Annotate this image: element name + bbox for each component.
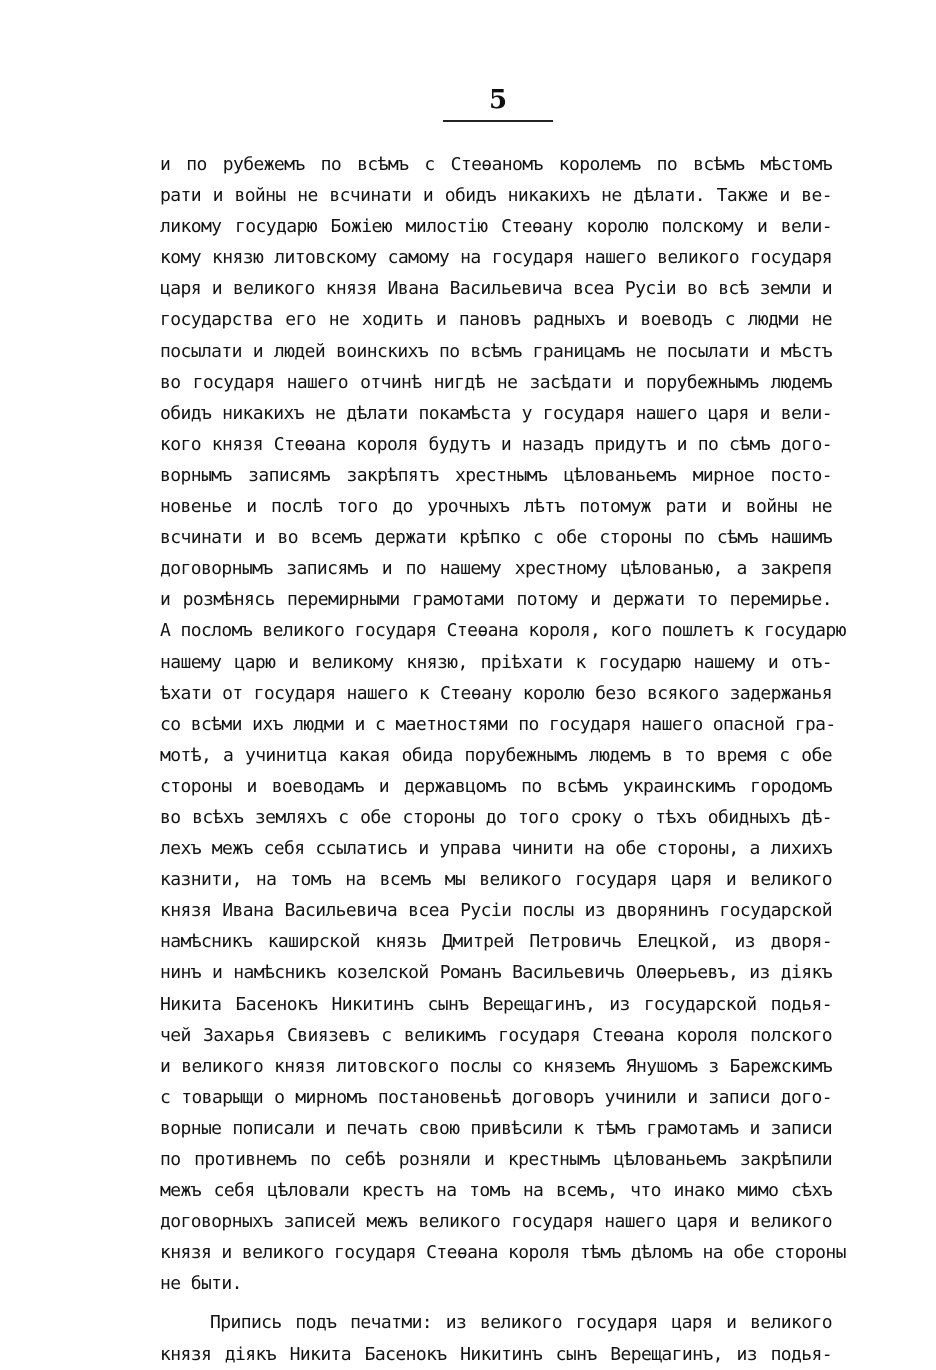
- text-line: кого князя Стеѳана короля будутъ и назадъ придутъ и по сѣмъ дого-: [160, 433, 832, 455]
- text-line: и по рубежемъ по всѣмъ с Стеѳаномъ королемъ по всѣмъ мѣстомъ: [160, 154, 832, 175]
- text-line: ворнымъ записямъ закрѣпятъ хрестнымъ цѣлованьемъ мирное посто-: [160, 464, 832, 486]
- text-line: ворные пописали и печать свою привѣсили к тѣмъ грамотамъ и записи: [160, 1117, 832, 1139]
- text-line: и розмѣнясь перемирными грамотами потому и держати то перемирье.: [160, 589, 832, 611]
- page-number: 5: [488, 85, 508, 115]
- text-line: со всѣми ихъ людми и с маетностями по государя нашего опасной гра-: [160, 713, 836, 735]
- text-line: казнити, на томъ на всемъ мы великого государя царя и великого: [160, 869, 832, 891]
- page-number-rule: [443, 120, 553, 122]
- text-line: по противнемъ по себѣ розняли и крестнымъ цѣлованьемъ закрѣпили: [160, 1149, 832, 1170]
- text-line: с товарыщи о мирномъ постановеньѣ договоръ учинили и записи дого-: [160, 1086, 832, 1108]
- text-line: мотѣ, а учинитца какая обида порубежнымъ людемъ в то время с обе: [160, 744, 832, 766]
- text-line: договорнымъ записямъ и по нашему хрестному цѣлованью, а закрепя: [160, 558, 832, 580]
- text-line: Припись подъ печатми: из великого государя царя и великого: [210, 1312, 832, 1334]
- text-line: рати и войны не всчинати и обидъ никакихъ не дѣлати. Также и ве-: [160, 185, 832, 207]
- text-line: ѣхати от государя нашего к Стеѳану королю безо всякого задержанья: [160, 682, 832, 704]
- text-line: не быти.: [160, 1273, 242, 1295]
- text-line: и великого князя литовского послы со княземъ Янушомъ з Барежскимъ: [160, 1055, 832, 1077]
- text-line: князя діякъ Никита Басенокъ Никитинъ сынъ Верещагинъ, из подья-: [160, 1343, 832, 1365]
- text-line: Никита Басенокъ Никитинъ сынъ Верещагинъ, из государской подья-: [160, 993, 832, 1015]
- text-line: межъ себя цѣловали крестъ на томъ на всемъ, что инако мимо сѣхъ: [160, 1180, 832, 1202]
- text-line: государства его не ходить и пановъ радныхъ и воеводъ с людми не: [160, 309, 832, 331]
- text-line: царя и великого князя Ивана Васильевича всеа Русіи во всѣ земли и: [160, 278, 832, 300]
- text-line: всчинати и во всемъ держати крѣпко с обе стороны по сѣмъ нашимъ: [160, 527, 832, 549]
- text-line: обидъ никакихъ не дѣлати покамѣста у государя нашего царя и вели-: [160, 402, 832, 424]
- body-text: [160, 149, 846, 1370]
- text-line: во всѣхъ земляхъ с обе стороны до того сроку о тѣхъ обидныхъ дѣ-: [160, 806, 832, 828]
- text-line: посылати и людей воинскихъ по всѣмъ границамъ не посылати и мѣстъ: [160, 340, 832, 362]
- subscription-paragraph: [160, 1307, 832, 1369]
- text-line: новенье и послѣ того до урочныхъ лѣтъ потомуж рати и войны не: [160, 496, 832, 518]
- text-line: во государя нашего отчинѣ нигдѣ не засѣдати и порубежнымъ людемъ: [160, 371, 832, 393]
- text-line: ликому государю Божіею милостію Стеѳану королю полскому и вели-: [160, 216, 832, 238]
- text-line: кому князю литовскому самому на государя нашего великого государя: [160, 247, 832, 269]
- text-line: нинъ и намѣсникъ козелской Романъ Васильевичь Олѳерьевъ, из діякъ: [160, 962, 832, 984]
- text-line: намѣсникъ каширской князь Дмитрей Петровичь Елецкой, из дворя-: [160, 931, 832, 953]
- text-line: договорныхъ записей межъ великого государя нашего царя и великого: [160, 1211, 832, 1233]
- text-line: стороны и воеводамъ и державцомъ по всѣмъ украинскимъ городомъ: [160, 775, 832, 797]
- text-line: князя и великого государя Стеѳана короля тѣмъ дѣломъ на обе стороны: [160, 1242, 846, 1264]
- text-line: нашему царю и великому князю, пріѣхати к государю нашему и отъ-: [160, 651, 832, 673]
- main-paragraph: [160, 149, 846, 1299]
- text-line: князя Ивана Васильевича всеа Русіи послы из дворянинъ государской: [160, 900, 832, 922]
- text-line: лехъ межъ себя ссылатись и управа чинити на обе стороны, а лихихъ: [160, 838, 832, 860]
- text-line: чей Захарья Свиязевъ с великимъ государя Стеѳана короля полского: [160, 1024, 832, 1046]
- text-line: А посломъ великого государя Стеѳана короля, кого пошлетъ к государю: [160, 620, 846, 642]
